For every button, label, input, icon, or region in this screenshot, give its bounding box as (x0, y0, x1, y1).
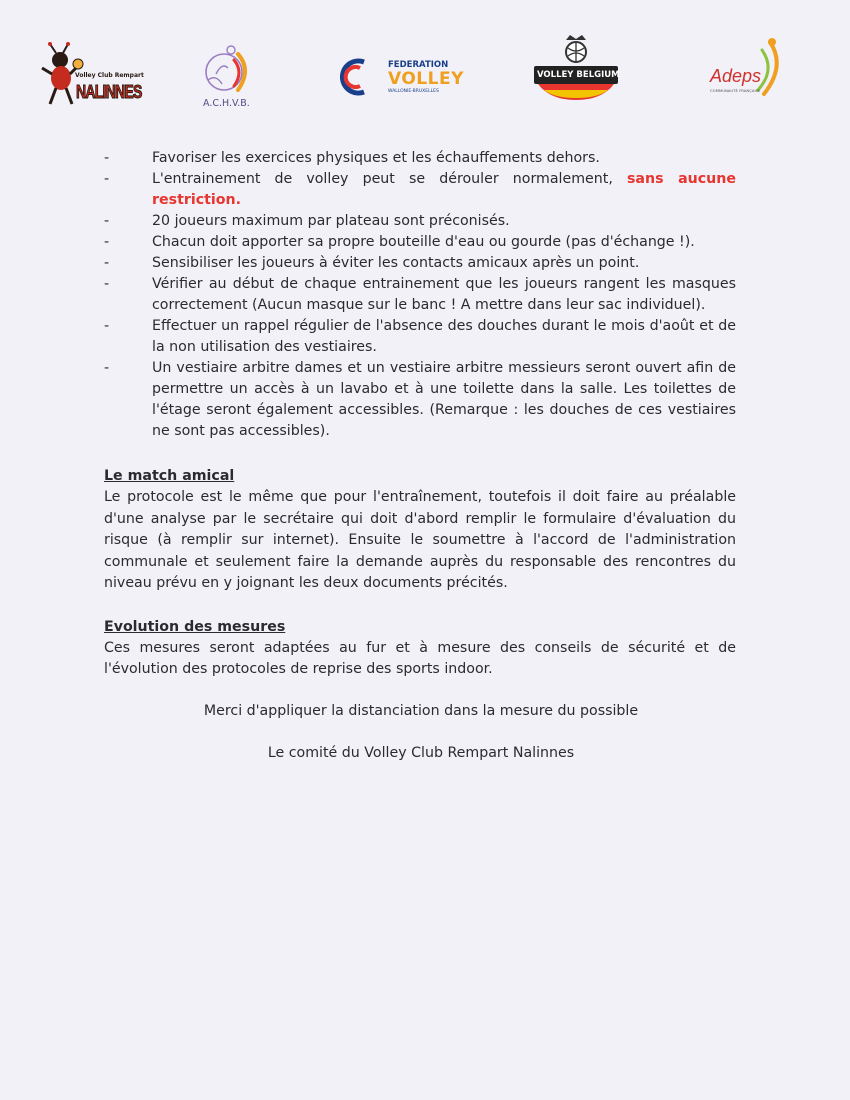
federation-emblem-icon (340, 56, 372, 98)
bullet-marker: - (104, 171, 110, 187)
volleyball-player-icon (198, 44, 258, 98)
club-logo-line1: Volley Club Rempart (75, 72, 144, 79)
logo-bar (0, 32, 850, 112)
volley-belgium-label: VOLLEY BELGIUM (537, 70, 620, 80)
federation-logo-line1: FEDERATION (388, 60, 449, 70)
achvb-logo (198, 44, 258, 108)
bullet-marker: - (104, 234, 110, 250)
belgium-crown-emblem-icon (532, 34, 620, 104)
bullet-marker: - (104, 255, 110, 271)
list-item (104, 148, 736, 169)
list-item (104, 169, 736, 211)
list-item-text: Sensibiliser les joueurs à éviter les contacts amicaux après un point. (152, 255, 640, 271)
volley-belgium-logo (532, 34, 620, 104)
evolution-heading: Evolution des mesures (104, 618, 286, 635)
adeps-subtitle: COMMUNAUTÉ FRANÇAISE (710, 88, 761, 93)
match-amical-section (104, 466, 736, 595)
club-nalinnes-logo (40, 42, 155, 108)
bullet-marker: - (104, 213, 110, 229)
achvb-label: A.C.H.V.B. (203, 98, 250, 109)
evolution-body: Ces mesures seront adaptées au fur et à mesure des conseils de sécurité et de l'évolution des protocoles de reprise des sports indoor. (104, 639, 736, 677)
list-item-text: Chacun doit apporter sa propre bouteille d'eau ou gourde (pas d'échange !). (152, 234, 695, 250)
no-restriction-highlight: sans aucune restriction. (152, 171, 736, 208)
measures-list (104, 148, 736, 442)
evolution-section (104, 617, 736, 681)
list-item-text: Un vestiaire arbitre dames et un vestiaire arbitre messieurs seront ouvert afin de permettre un accès à un lavabo et à une toilette dans la salle. Les toilettes de l'étage seront également accessibles. (Remarque : les douches de ces vestiaires ne sont pas accessibles). (152, 360, 736, 439)
match-amical-body: Le protocole est le même que pour l'entraînement, toutefois il doit faire au préalable d'une analyse par le secrétaire qui doit d'abord remplir le formulaire d'évaluation du risque (à remplir sur internet). Ensuite le soumettre à l'accord de l'administration communale et seulement faire la demande auprès du responsable des rencontres du niveau prévu en y joignant les deux documents précités. (104, 489, 736, 591)
match-amical-heading: Le match amical (104, 468, 235, 484)
list-item-text: Vérifier au début de chaque entrainement que les joueurs rangent les masques correctement (Aucun masque sur le banc ! A mettre dans leur sac individuel). (152, 276, 736, 313)
bullet-marker: - (104, 360, 110, 376)
bullet-marker: - (104, 276, 110, 292)
list-item-text: 20 joueurs maximum par plateau sont préconisés. (152, 213, 510, 229)
list-item (104, 253, 736, 274)
federation-logo-line2: VOLLEY (388, 69, 464, 89)
document-content (104, 148, 736, 681)
bullet-marker: - (104, 318, 110, 334)
federation-volley-logo (340, 56, 464, 106)
federation-logo-line3: WALLONIE-BRUXELLES (388, 89, 439, 94)
adeps-label: Adeps (710, 66, 762, 86)
bullet-marker: - (104, 150, 110, 166)
list-item-text: Effectuer un rappel régulier de l'absence des douches durant le mois d'août et de la non utilisation des vestiaires. (152, 318, 736, 355)
club-logo-line2: NALINNES (76, 82, 142, 102)
adeps-logo (706, 36, 786, 106)
list-item (104, 211, 736, 232)
committee-signature: Le comité du Volley Club Rempart Nalinnes (267, 745, 575, 761)
list-item (104, 232, 736, 253)
list-item (104, 358, 736, 442)
list-item (104, 274, 736, 316)
list-item-text: L'entrainement de volley peut se dérouler normalement, (152, 171, 627, 187)
list-item (104, 316, 736, 358)
closing-note: Merci d'appliquer la distanciation dans la mesure du possible (203, 703, 639, 719)
list-item-text: Favoriser les exercices physiques et les échauffements dehors. (152, 150, 600, 166)
